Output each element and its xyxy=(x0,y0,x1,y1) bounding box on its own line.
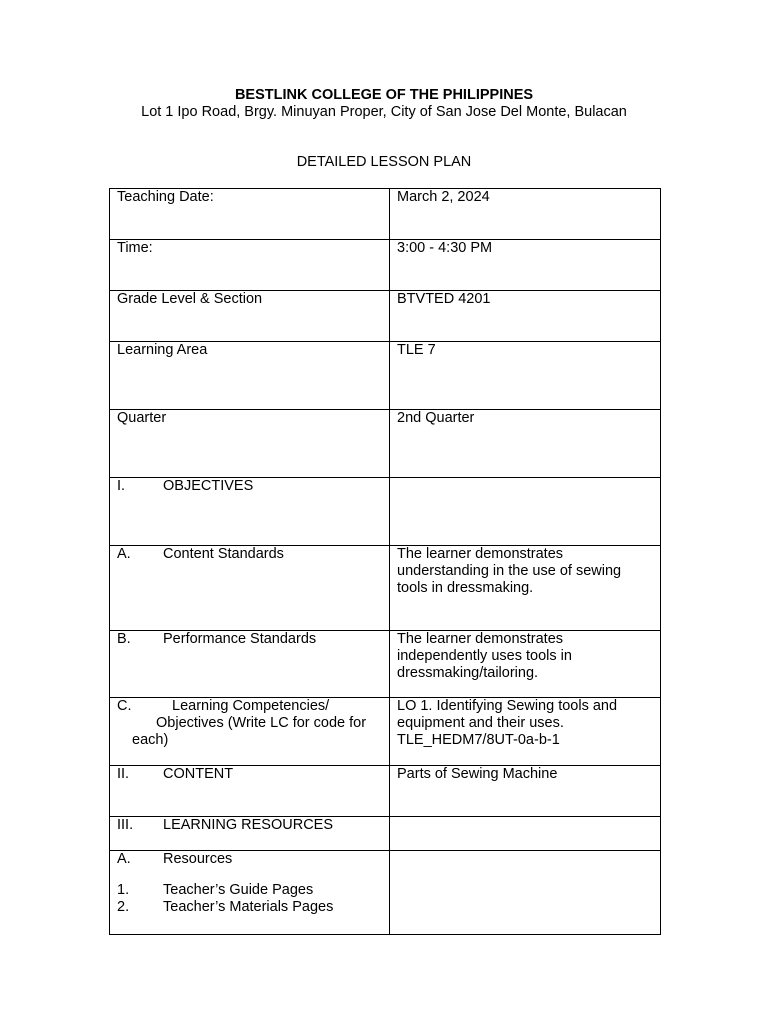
learning-resources-number: III. xyxy=(117,817,134,833)
learning-area-value: TLE 7 xyxy=(390,342,661,410)
table-row-objectives xyxy=(110,478,661,546)
resource-item-label: Teacher’s Guide Pages xyxy=(163,882,314,898)
time-value: 3:00 - 4:30 PM xyxy=(390,240,661,291)
learning-competencies-label-line: each) xyxy=(132,732,169,748)
content-standards-value-line: understanding in the use of sewing xyxy=(397,563,622,579)
list-item xyxy=(117,899,382,916)
resource-item-number: 1. xyxy=(117,882,130,898)
performance-standards-value-line: The learner demonstrates xyxy=(397,631,564,647)
performance-standards-value-line: independently uses tools in xyxy=(397,648,572,664)
content-label: CONTENT xyxy=(163,766,234,782)
resources-label: Resources xyxy=(163,851,233,867)
grade-level-label: Grade Level & Section xyxy=(110,291,390,342)
objectives-cell xyxy=(110,478,390,546)
learning-resources-cell xyxy=(110,817,390,851)
school-address: Lot 1 Ipo Road, Brgy. Minuyan Proper, City of San Jose Del Monte, Bulacan xyxy=(141,104,627,120)
performance-standards-number: B. xyxy=(117,631,131,647)
table-row-learning-resources xyxy=(110,817,661,851)
content-value: Parts of Sewing Machine xyxy=(390,766,661,817)
table-row-learning-competencies xyxy=(110,698,661,766)
table-row-time xyxy=(110,240,661,291)
table-row-performance-standards xyxy=(110,631,661,698)
learning-resources-label: LEARNING RESOURCES xyxy=(163,817,334,833)
objectives-label: OBJECTIVES xyxy=(163,478,254,494)
time-label: Time: xyxy=(110,240,390,291)
resources-number: A. xyxy=(117,851,131,867)
objectives-number: I. xyxy=(117,478,126,494)
performance-standards-cell xyxy=(110,631,390,698)
resources-cell xyxy=(110,851,390,935)
quarter-label: Quarter xyxy=(110,410,390,478)
grade-level-value: BTVTED 4201 xyxy=(390,291,661,342)
learning-competencies-number: C. xyxy=(117,698,132,714)
learning-competencies-value xyxy=(390,698,661,766)
resources-value xyxy=(390,851,661,935)
learning-competencies-value-line: LO 1. Identifying Sewing tools and xyxy=(397,698,618,714)
resource-item-label: Teacher’s Materials Pages xyxy=(163,899,334,915)
content-standards-number: A. xyxy=(117,546,131,562)
resource-item-number: 2. xyxy=(117,899,130,915)
table-row-grade-level xyxy=(110,291,661,342)
performance-standards-value-line: dressmaking/tailoring. xyxy=(397,665,539,681)
learning-competencies-cell xyxy=(110,698,390,766)
table-row-learning-area xyxy=(110,342,661,410)
quarter-value: 2nd Quarter xyxy=(390,410,661,478)
teaching-date-value: March 2, 2024 xyxy=(390,189,661,240)
list-item xyxy=(117,882,382,899)
learning-competencies-label-line: Objectives (Write LC for code for xyxy=(156,715,367,731)
school-name: BESTLINK COLLEGE OF THE PHILIPPINES xyxy=(234,87,534,103)
learning-resources-value xyxy=(390,817,661,851)
content-standards-value xyxy=(390,546,661,631)
table-row-content xyxy=(110,766,661,817)
table-row-resources xyxy=(110,851,661,935)
learning-area-label: Learning Area xyxy=(110,342,390,410)
performance-standards-label: Performance Standards xyxy=(163,631,317,647)
content-standards-value-line: tools in dressmaking. xyxy=(397,580,534,596)
learning-competencies-value-line: equipment and their uses. xyxy=(397,715,564,731)
learning-competencies-value-line: TLE_HEDM7/8UT-0a-b-1 xyxy=(397,732,560,748)
teaching-date-label: Teaching Date: xyxy=(110,189,390,240)
performance-standards-value xyxy=(390,631,661,698)
table-row-content-standards xyxy=(110,546,661,631)
learning-competencies-label-line: Learning Competencies/ xyxy=(172,698,330,714)
content-standards-cell xyxy=(110,546,390,631)
table-row-teaching-date xyxy=(110,189,661,240)
content-standards-value-line: The learner demonstrates xyxy=(397,546,564,562)
lesson-plan-table xyxy=(109,188,661,935)
table-row-quarter xyxy=(110,410,661,478)
content-number: II. xyxy=(117,766,130,782)
content-cell xyxy=(110,766,390,817)
content-standards-label: Content Standards xyxy=(163,546,284,562)
document-title: DETAILED LESSON PLAN xyxy=(296,154,472,170)
objectives-value xyxy=(390,478,661,546)
